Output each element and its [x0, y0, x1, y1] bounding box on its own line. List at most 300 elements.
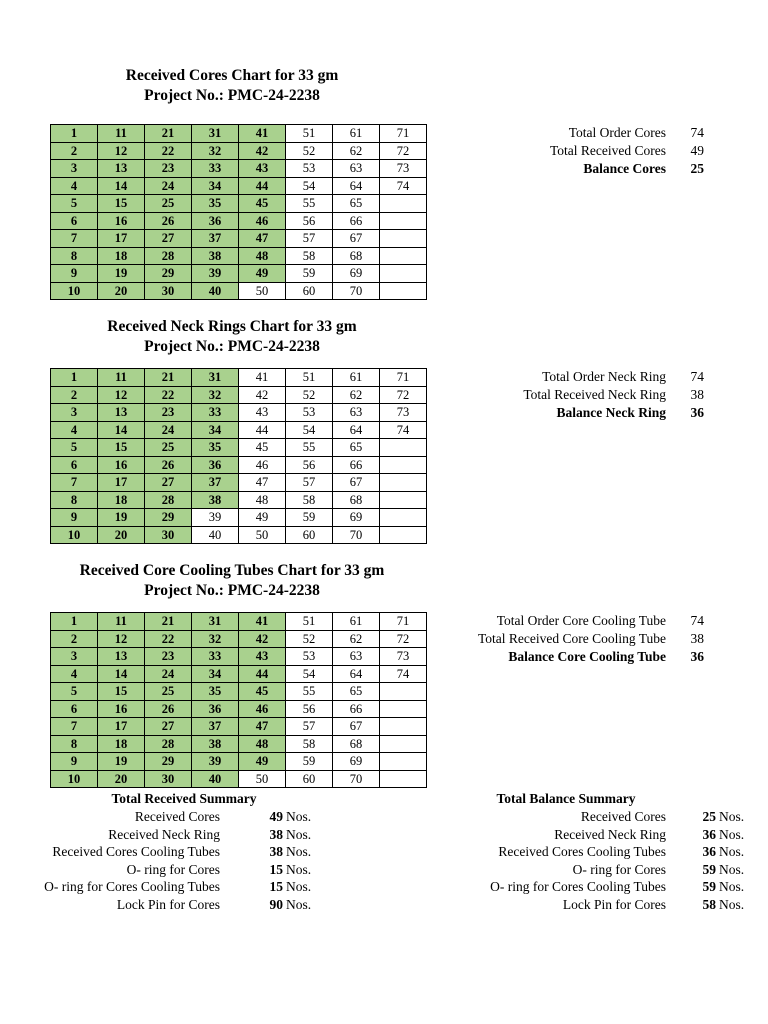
summary-label: Lock Pin for Cores — [116, 896, 220, 912]
grid-row — [51, 212, 427, 230]
grid-cell-64: 64 — [333, 665, 380, 683]
grid-cell-24: 24 — [145, 177, 192, 195]
grid-cell-74: 74 — [380, 177, 427, 195]
grid-cell-25: 25 — [145, 439, 192, 457]
grid-cell-24: 24 — [145, 421, 192, 439]
grid-cell-48: 48 — [239, 491, 286, 509]
grid-cell-40: 40 — [192, 282, 239, 300]
grid-row — [51, 265, 427, 283]
grid-cell-17: 17 — [98, 474, 145, 492]
summary-unit: Nos. — [286, 879, 312, 894]
grid-cell-empty — [380, 509, 427, 527]
neck-rings-project-number: Project No.: PMC-24-2238 — [144, 338, 320, 355]
summary-label: Lock Pin for Cores — [562, 896, 666, 912]
grid-cell-19: 19 — [98, 509, 145, 527]
grid-cell-72: 72 — [380, 142, 427, 160]
grid-cell-9: 9 — [51, 753, 98, 771]
grid-cell-17: 17 — [98, 230, 145, 248]
grid-cell-73: 73 — [380, 404, 427, 422]
grid-cell-3: 3 — [51, 160, 98, 178]
grid-cell-45: 45 — [239, 683, 286, 701]
grid-cell-51: 51 — [286, 613, 333, 631]
grid-cell-12: 12 — [98, 386, 145, 404]
grid-cell-5: 5 — [51, 195, 98, 213]
grid-cell-3: 3 — [51, 648, 98, 666]
summary-row — [14, 878, 314, 896]
grid-cell-empty — [380, 491, 427, 509]
grid-cell-71: 71 — [380, 125, 427, 143]
summary-label: O- ring for Cores — [572, 861, 666, 877]
grid-row — [51, 230, 427, 248]
grid-cell-8: 8 — [51, 735, 98, 753]
grid-cell-59: 59 — [286, 509, 333, 527]
total-label: Total Received Cores — [549, 143, 666, 158]
grid-cell-28: 28 — [145, 491, 192, 509]
summary-unit: Nos. — [286, 826, 312, 842]
summary-label: Received Cores — [580, 809, 666, 824]
grid-cell-32: 32 — [192, 142, 239, 160]
grid-cell-71: 71 — [380, 613, 427, 631]
grid-row — [51, 142, 427, 160]
grid-cell-3: 3 — [51, 404, 98, 422]
grid-cell-54: 54 — [286, 177, 333, 195]
grid-cell-22: 22 — [145, 630, 192, 648]
grid-row — [51, 753, 427, 771]
grid-cell-empty — [380, 247, 427, 265]
grid-cell-21: 21 — [145, 369, 192, 387]
grid-cell-33: 33 — [192, 404, 239, 422]
cores-totals — [420, 124, 710, 178]
summary-label: Received Neck Ring — [108, 826, 220, 842]
total-row — [420, 404, 710, 422]
grid-cell-21: 21 — [145, 125, 192, 143]
total-row — [420, 612, 710, 630]
summary-value: 25 — [702, 809, 716, 824]
grid-cell-61: 61 — [333, 369, 380, 387]
total-label: Total Order Cores — [568, 125, 666, 140]
grid-row — [51, 386, 427, 404]
grid-cell-58: 58 — [286, 247, 333, 265]
summary-row — [460, 843, 760, 861]
grid-cell-71: 71 — [380, 369, 427, 387]
grid-cell-43: 43 — [239, 160, 286, 178]
grid-row — [51, 683, 427, 701]
grid-cell-7: 7 — [51, 230, 98, 248]
summary-label: Received Cores Cooling Tubes — [498, 844, 666, 859]
grid-row — [51, 648, 427, 666]
grid-cell-29: 29 — [145, 265, 192, 283]
grid-cell-11: 11 — [98, 613, 145, 631]
grid-cell-32: 32 — [192, 386, 239, 404]
received-summary-rows — [14, 808, 314, 913]
summary-unit: Nos. — [286, 809, 312, 824]
grid-cell-empty — [380, 735, 427, 753]
grid-cell-57: 57 — [286, 474, 333, 492]
summary-label: Received Neck Ring — [554, 826, 666, 842]
grid-cell-70: 70 — [333, 526, 380, 544]
grid-cell-2: 2 — [51, 630, 98, 648]
grid-cell-20: 20 — [98, 526, 145, 544]
received-summary-title: Total Received Summary — [111, 791, 257, 806]
cooling-tubes-title-line1: Received Core Cooling Tubes Chart for 33 gm — [79, 562, 385, 579]
grid-cell-13: 13 — [98, 160, 145, 178]
total-row — [420, 386, 710, 404]
grid-cell-56: 56 — [286, 212, 333, 230]
grid-cell-empty — [380, 439, 427, 457]
summary-unit: Nos. — [719, 861, 745, 877]
grid-cell-62: 62 — [333, 630, 380, 648]
summary-label: Received Cores — [134, 809, 220, 824]
grid-cell-35: 35 — [192, 683, 239, 701]
cooling-tubes-chart-title — [0, 561, 464, 601]
grid-cell-52: 52 — [286, 630, 333, 648]
grid-cell-58: 58 — [286, 491, 333, 509]
grid-cell-34: 34 — [192, 177, 239, 195]
grid-cell-23: 23 — [145, 404, 192, 422]
grid-cell-40: 40 — [192, 526, 239, 544]
total-value: 74 — [690, 613, 704, 628]
grid-cell-46: 46 — [239, 212, 286, 230]
grid-cell-65: 65 — [333, 195, 380, 213]
grid-cell-63: 63 — [333, 404, 380, 422]
grid-row — [51, 369, 427, 387]
grid-cell-47: 47 — [239, 474, 286, 492]
grid-cell-61: 61 — [333, 613, 380, 631]
summary-unit: Nos. — [719, 809, 745, 824]
grid-cell-59: 59 — [286, 753, 333, 771]
grid-cell-6: 6 — [51, 456, 98, 474]
grid-cell-68: 68 — [333, 247, 380, 265]
grid-cell-empty — [380, 456, 427, 474]
total-value: 25 — [690, 161, 704, 176]
grid-cell-40: 40 — [192, 770, 239, 788]
grid-cell-26: 26 — [145, 700, 192, 718]
grid-cell-8: 8 — [51, 247, 98, 265]
grid-cell-48: 48 — [239, 247, 286, 265]
balance-summary-title: Total Balance Summary — [496, 791, 636, 806]
grid-cell-28: 28 — [145, 247, 192, 265]
grid-cell-69: 69 — [333, 265, 380, 283]
summary-unit: Nos. — [286, 844, 312, 859]
grid-row — [51, 735, 427, 753]
summary-value: 15 — [269, 879, 283, 894]
grid-cell-54: 54 — [286, 665, 333, 683]
summary-unit: Nos. — [286, 896, 312, 912]
grid-cell-16: 16 — [98, 700, 145, 718]
grid-cell-16: 16 — [98, 456, 145, 474]
grid-cell-13: 13 — [98, 648, 145, 666]
grid-cell-10: 10 — [51, 282, 98, 300]
grid-cell-66: 66 — [333, 700, 380, 718]
grid-cell-18: 18 — [98, 735, 145, 753]
grid-cell-65: 65 — [333, 683, 380, 701]
grid-cell-62: 62 — [333, 386, 380, 404]
grid-cell-11: 11 — [98, 369, 145, 387]
grid-row — [51, 125, 427, 143]
grid-cell-34: 34 — [192, 665, 239, 683]
grid-cell-74: 74 — [380, 665, 427, 683]
summary-row — [460, 826, 760, 844]
grid-cell-72: 72 — [380, 630, 427, 648]
summary-label: O- ring for Cores Cooling Tubes — [44, 879, 220, 894]
grid-cell-8: 8 — [51, 491, 98, 509]
grid-cell-17: 17 — [98, 718, 145, 736]
grid-cell-5: 5 — [51, 439, 98, 457]
grid-cell-60: 60 — [286, 526, 333, 544]
grid-cell-11: 11 — [98, 125, 145, 143]
grid-cell-22: 22 — [145, 142, 192, 160]
grid-cell-66: 66 — [333, 456, 380, 474]
summary-row — [14, 896, 314, 914]
grid-cell-empty — [380, 282, 427, 300]
grid-cell-1: 1 — [51, 613, 98, 631]
neck-rings-chart-title — [0, 317, 464, 357]
grid-cell-31: 31 — [192, 125, 239, 143]
grid-cell-26: 26 — [145, 456, 192, 474]
grid-cell-25: 25 — [145, 195, 192, 213]
grid-cell-36: 36 — [192, 456, 239, 474]
grid-cell-23: 23 — [145, 160, 192, 178]
total-label: Balance Cores — [583, 161, 666, 176]
grid-cell-13: 13 — [98, 404, 145, 422]
balance-summary — [460, 790, 760, 913]
grid-cell-33: 33 — [192, 160, 239, 178]
grid-cell-73: 73 — [380, 160, 427, 178]
cores-project-number: Project No.: PMC-24-2238 — [144, 87, 320, 104]
grid-cell-73: 73 — [380, 648, 427, 666]
grid-row — [51, 665, 427, 683]
total-label: Balance Neck Ring — [556, 405, 666, 420]
grid-cell-12: 12 — [98, 630, 145, 648]
grid-cell-44: 44 — [239, 421, 286, 439]
grid-row — [51, 247, 427, 265]
grid-row — [51, 770, 427, 788]
grid-cell-35: 35 — [192, 439, 239, 457]
grid-cell-68: 68 — [333, 491, 380, 509]
grid-cell-51: 51 — [286, 369, 333, 387]
grid-cell-26: 26 — [145, 212, 192, 230]
grid-cell-empty — [380, 718, 427, 736]
cores-title-line1: Received Cores Chart for 33 gm — [125, 67, 339, 84]
summary-value: 36 — [702, 844, 716, 859]
grid-cell-38: 38 — [192, 491, 239, 509]
grid-cell-34: 34 — [192, 421, 239, 439]
grid-cell-empty — [380, 753, 427, 771]
total-value: 49 — [690, 143, 704, 158]
summary-value: 38 — [269, 844, 283, 859]
grid-row — [51, 491, 427, 509]
summary-value: 90 — [269, 896, 283, 912]
grid-cell-2: 2 — [51, 386, 98, 404]
grid-row — [51, 630, 427, 648]
balance-summary-rows — [460, 808, 760, 913]
total-row — [420, 124, 710, 142]
grid-cell-7: 7 — [51, 718, 98, 736]
grid-cell-41: 41 — [239, 125, 286, 143]
grid-cell-16: 16 — [98, 212, 145, 230]
grid-cell-74: 74 — [380, 421, 427, 439]
total-value: 74 — [690, 369, 704, 384]
grid-cell-10: 10 — [51, 526, 98, 544]
grid-cell-44: 44 — [239, 177, 286, 195]
grid-cell-39: 39 — [192, 753, 239, 771]
grid-cell-27: 27 — [145, 718, 192, 736]
grid-cell-30: 30 — [145, 526, 192, 544]
grid-cell-46: 46 — [239, 700, 286, 718]
total-label: Total Order Neck Ring — [542, 369, 666, 384]
grid-row — [51, 282, 427, 300]
grid-cell-30: 30 — [145, 282, 192, 300]
grid-cell-33: 33 — [192, 648, 239, 666]
grid-cell-42: 42 — [239, 142, 286, 160]
grid-cell-66: 66 — [333, 212, 380, 230]
neck-rings-grid — [50, 368, 427, 544]
grid-cell-43: 43 — [239, 648, 286, 666]
grid-row — [51, 474, 427, 492]
grid-cell-52: 52 — [286, 386, 333, 404]
grid-cell-5: 5 — [51, 683, 98, 701]
grid-cell-47: 47 — [239, 230, 286, 248]
grid-cell-empty — [380, 526, 427, 544]
cores-chart-title — [0, 66, 464, 106]
grid-cell-32: 32 — [192, 630, 239, 648]
grid-cell-14: 14 — [98, 665, 145, 683]
total-row — [420, 142, 710, 160]
summary-row — [460, 896, 760, 914]
grid-cell-63: 63 — [333, 648, 380, 666]
summary-label: O- ring for Cores Cooling Tubes — [490, 879, 666, 894]
grid-cell-27: 27 — [145, 230, 192, 248]
grid-cell-42: 42 — [239, 386, 286, 404]
grid-cell-57: 57 — [286, 718, 333, 736]
grid-row — [51, 718, 427, 736]
grid-cell-49: 49 — [239, 753, 286, 771]
grid-cell-67: 67 — [333, 718, 380, 736]
grid-cell-50: 50 — [239, 526, 286, 544]
grid-cell-50: 50 — [239, 770, 286, 788]
summary-row — [14, 826, 314, 844]
grid-cell-empty — [380, 683, 427, 701]
summary-row — [460, 878, 760, 896]
total-label: Balance Core Cooling Tube — [508, 649, 666, 664]
total-value: 36 — [690, 649, 704, 664]
grid-cell-39: 39 — [192, 509, 239, 527]
grid-cell-20: 20 — [98, 282, 145, 300]
grid-cell-37: 37 — [192, 474, 239, 492]
grid-cell-41: 41 — [239, 613, 286, 631]
cooling-tubes-project-number: Project No.: PMC-24-2238 — [144, 582, 320, 599]
grid-cell-29: 29 — [145, 509, 192, 527]
grid-cell-9: 9 — [51, 509, 98, 527]
grid-cell-20: 20 — [98, 770, 145, 788]
grid-cell-69: 69 — [333, 753, 380, 771]
grid-cell-18: 18 — [98, 491, 145, 509]
grid-cell-42: 42 — [239, 630, 286, 648]
grid-cell-56: 56 — [286, 456, 333, 474]
grid-cell-empty — [380, 700, 427, 718]
grid-cell-10: 10 — [51, 770, 98, 788]
grid-cell-2: 2 — [51, 142, 98, 160]
cores-grid — [50, 124, 427, 300]
grid-cell-55: 55 — [286, 439, 333, 457]
grid-cell-53: 53 — [286, 404, 333, 422]
summary-row — [14, 861, 314, 879]
grid-cell-22: 22 — [145, 386, 192, 404]
grid-cell-48: 48 — [239, 735, 286, 753]
summary-unit: Nos. — [286, 861, 312, 877]
grid-row — [51, 404, 427, 422]
grid-cell-37: 37 — [192, 718, 239, 736]
summary-unit: Nos. — [719, 896, 745, 912]
total-value: 38 — [690, 631, 704, 646]
summary-value: 38 — [269, 826, 283, 842]
grid-cell-14: 14 — [98, 421, 145, 439]
summary-row — [460, 861, 760, 879]
grid-cell-38: 38 — [192, 735, 239, 753]
grid-cell-55: 55 — [286, 195, 333, 213]
grid-cell-18: 18 — [98, 247, 145, 265]
cooling-tubes-totals — [420, 612, 710, 666]
total-value: 74 — [690, 125, 704, 140]
grid-row — [51, 177, 427, 195]
grid-cell-64: 64 — [333, 177, 380, 195]
grid-cell-empty — [380, 265, 427, 283]
total-value: 38 — [690, 387, 704, 402]
summary-unit: Nos. — [719, 844, 745, 859]
grid-row — [51, 421, 427, 439]
grid-cell-51: 51 — [286, 125, 333, 143]
grid-cell-69: 69 — [333, 509, 380, 527]
grid-cell-60: 60 — [286, 282, 333, 300]
grid-cell-67: 67 — [333, 230, 380, 248]
grid-cell-empty — [380, 195, 427, 213]
cooling-tubes-grid — [50, 612, 427, 788]
grid-cell-31: 31 — [192, 613, 239, 631]
grid-cell-31: 31 — [192, 369, 239, 387]
grid-cell-1: 1 — [51, 125, 98, 143]
summary-value: 36 — [702, 826, 716, 842]
grid-cell-19: 19 — [98, 753, 145, 771]
grid-cell-60: 60 — [286, 770, 333, 788]
grid-cell-1: 1 — [51, 369, 98, 387]
grid-cell-50: 50 — [239, 282, 286, 300]
grid-cell-47: 47 — [239, 718, 286, 736]
grid-cell-38: 38 — [192, 247, 239, 265]
grid-cell-4: 4 — [51, 421, 98, 439]
grid-cell-67: 67 — [333, 474, 380, 492]
summary-row — [14, 843, 314, 861]
grid-cell-45: 45 — [239, 439, 286, 457]
received-summary — [14, 790, 314, 913]
summary-row — [14, 808, 314, 826]
grid-cell-empty — [380, 230, 427, 248]
grid-cell-35: 35 — [192, 195, 239, 213]
total-row — [420, 160, 710, 178]
total-label: Total Order Core Cooling Tube — [496, 613, 666, 628]
grid-cell-54: 54 — [286, 421, 333, 439]
grid-cell-41: 41 — [239, 369, 286, 387]
grid-cell-64: 64 — [333, 421, 380, 439]
grid-cell-44: 44 — [239, 665, 286, 683]
grid-cell-9: 9 — [51, 265, 98, 283]
grid-cell-53: 53 — [286, 160, 333, 178]
grid-cell-57: 57 — [286, 230, 333, 248]
grid-row — [51, 160, 427, 178]
grid-cell-4: 4 — [51, 177, 98, 195]
grid-cell-15: 15 — [98, 195, 145, 213]
grid-cell-39: 39 — [192, 265, 239, 283]
total-value: 36 — [690, 405, 704, 420]
